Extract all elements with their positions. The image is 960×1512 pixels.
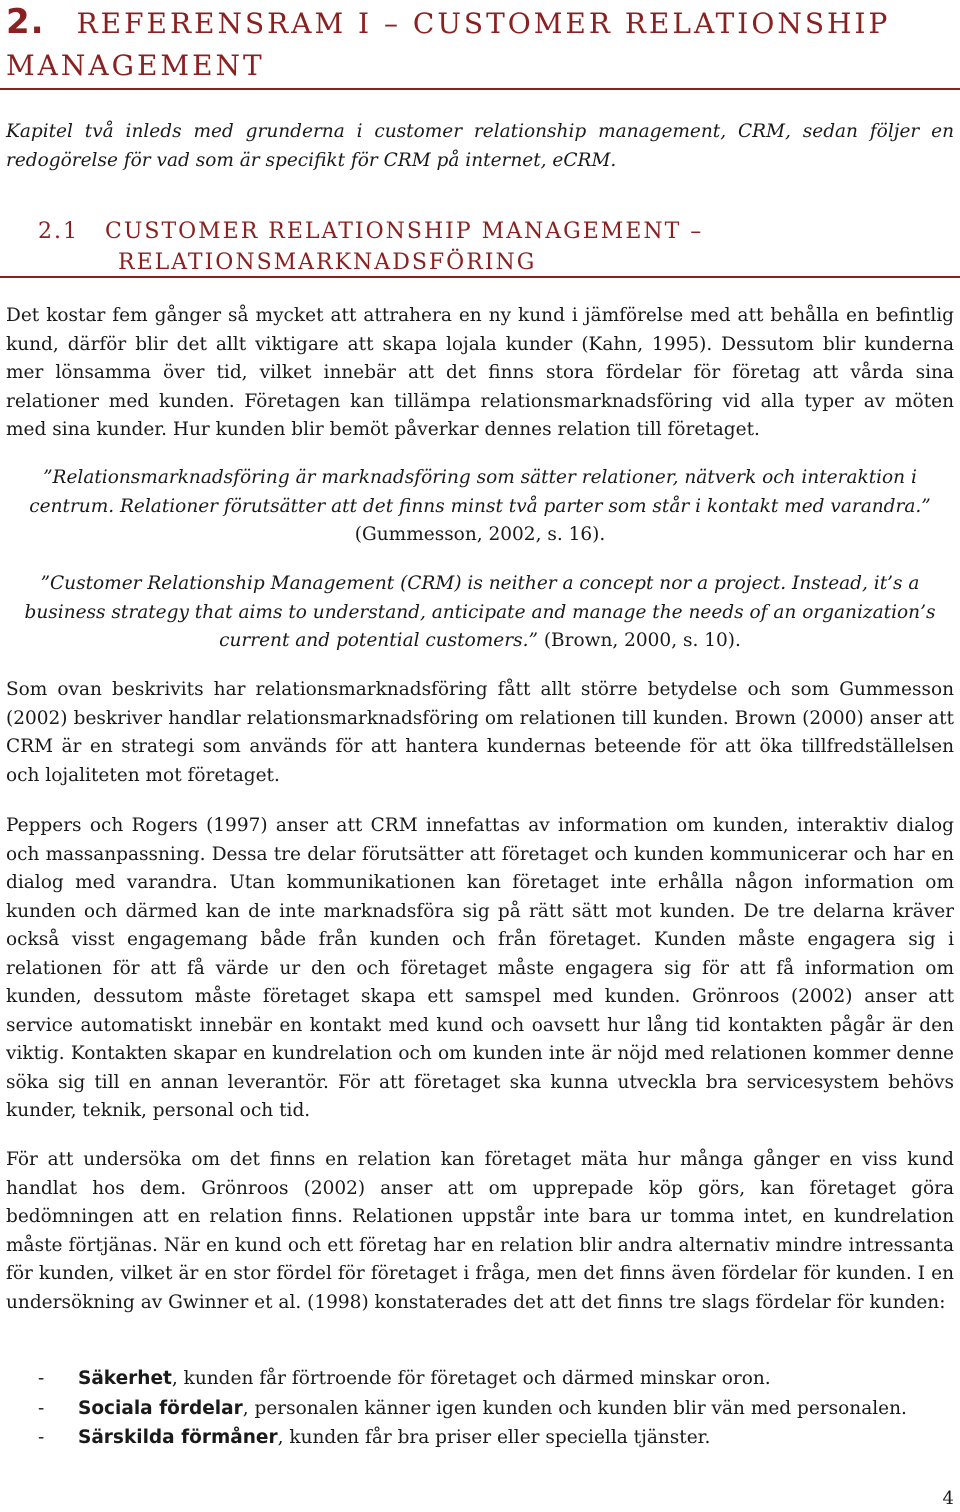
chapter-heading-rule (0, 88, 960, 90)
list-dash: - (38, 1368, 45, 1389)
quote-gummesson-text: ”Relationsmarknadsföring är marknadsföring som sätter relationer, nätverk och interaktion i centrum. Relationer förutsätter att det finns minst två parter som står i kontakt med varandra.” (29, 467, 931, 517)
list-term: Sociala fördelar (78, 1397, 243, 1419)
quote-gummesson-citation: (Gummesson, 2002, s. 16). (354, 524, 606, 545)
chapter-intro: Kapitel två inleds med grunderna i customer relationship management, CRM, sedan följer en redogörelse för vad som är specifikt för CRM på internet, eCRM. (6, 121, 954, 171)
section-title-line2: RELATIONSMARKNADSFÖRING (118, 250, 537, 275)
chapter-heading (6, 2, 946, 87)
list-term: Säkerhet (78, 1368, 172, 1389)
quote-brown-citation: (Brown, 2000, s. 10). (543, 630, 741, 651)
list-dash: - (38, 1427, 45, 1448)
chapter-title: REFERENSRAM I – CUSTOMER RELATIONSHIP MANAGEMENT (6, 7, 891, 82)
list-dash: - (38, 1397, 45, 1419)
section-number: 2.1 (38, 219, 79, 244)
quote-gummesson (6, 464, 954, 550)
list-text: , personalen känner igen kunden och kunden blir vän med personalen. (242, 1397, 907, 1419)
list-text: , kunden får bra priser eller speciella tjänster. (277, 1427, 711, 1448)
list-term: Särskilda förmåner (78, 1427, 278, 1448)
section-title-line1: CUSTOMER RELATIONSHIP MANAGEMENT – (105, 219, 704, 244)
quote-brown-text: ”Customer Relationship Management (CRM) is neither a concept nor a project. Instead, it’s a business strategy that aims to understand, anticipate and manage the needs of an organization’s current and potential customers.” (24, 573, 936, 651)
page-number: 4 (942, 1488, 954, 1509)
paragraph-1: Det kostar fem gånger så mycket att attrahera en ny kund i jämförelse med att behålla en befintlig kund, därför blir det allt viktigare att skapa lojala kunder (Kahn, 1995). Dessutom blir kunderna mer lönsamma över tid, vilket innebär att det finns stora fördelar för företag att vårda sina relationer med kunden. Företagen kan tillämpa relationsmarknadsföring vid alla typer av möten med sina kunder. Hur kunden blir bemöt påverkar dennes relation till företaget. (6, 305, 954, 440)
chapter-number: 2. (6, 2, 45, 42)
list-item (6, 1364, 954, 1394)
paragraph-4: För att undersöka om det finns en relation kan företaget mäta hur många gånger en viss kund handlat hos dem. Grönroos (2002) anser att om upprepade köp görs, kan företaget göra bedömningen att en relation finns. Relationen uppstår inte bara ur tomma intet, en kundrelation måste förtjänas. När en kund och ett företag har en relation blir andra alternativ mindre intressanta för kunden, vilket är en stor fördel för företaget i fråga, men det finns även fördelar för kunden. I en undersökning av Gwinner et al. (1998) konstaterades det att det finns tre slags fördelar för kunden: (6, 1149, 954, 1313)
list-text: , kunden får förtroende för företaget och därmed minskar oron. (171, 1368, 771, 1389)
list-item (6, 1394, 954, 1424)
paragraph-3: Peppers och Rogers (1997) anser att CRM innefattas av information om kunden, interaktiv dialog och massanpassning. Dessa tre delar förutsätter att företaget och kunden kommunicerar och har en dialog med varandra. Utan kommunikationen kan företaget inte erhålla någon information om kunden och därmed kan de inte marknadsföra sig på rätt sätt mot kunden. De tre delarna kräver också visst engagemang både från kunden och från företaget. Kunden måste engagera sig i relationen för att få värde ur den och företaget måste engagera sig för att få information om kunden, dessutom måste företaget skapa ett samspel med kunden. Grönroos (2002) anser att service automatiskt innebär en kontakt med kund och oavsett hur lång tid kontakten pågår är den viktig. Kontakten skapar en kundrelation och om kunden inte är nöjd med relationen kommer denne söka sig till en annan leverantör. För att företaget ska kunna utveckla bra servicesystem behövs kunder, teknik, personal och tid. (6, 815, 954, 1121)
quote-brown (6, 570, 954, 656)
paragraph-2: Som ovan beskrivits har relationsmarknadsföring fått allt större betydelse och som Gummesson (2002) beskriver handlar relationsmarknadsföring om relationen till kunden. Brown (2000) anser att CRM är en strategi som används för att hantera kundernas beteende för att öka tillfredställelsen och lojaliteten mot företaget. (6, 679, 954, 786)
benefits-list (6, 1364, 954, 1453)
section-heading-rule (0, 276, 960, 278)
section-heading (6, 216, 946, 278)
list-item (6, 1423, 954, 1453)
